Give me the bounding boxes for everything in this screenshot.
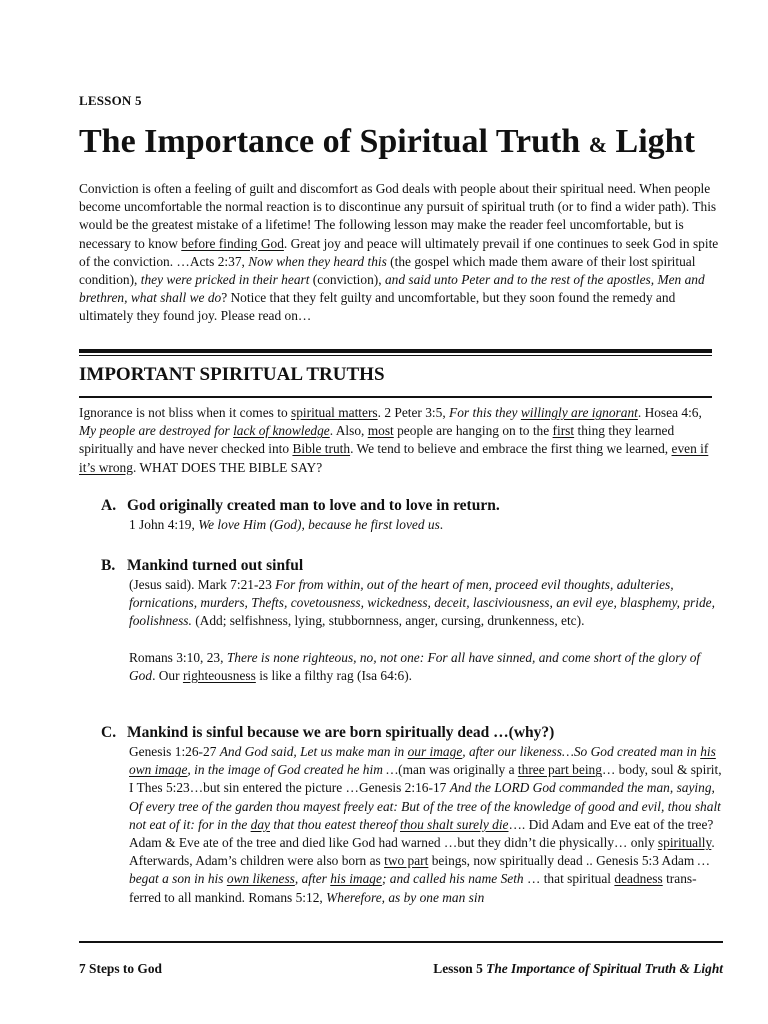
item-quote: …begat a son in his [129,853,710,887]
item-quote-underline: own likeness [226,871,295,887]
footer-lesson-name: The Importance of Spiritual Truth & Light [486,961,723,976]
footer-lesson-title [433,961,723,977]
item-body [129,743,723,907]
item-title: Mankind is sinful because we are born spiritually dead …(why?) [127,724,555,741]
intro-quote: and said unto Peter and to the rest of the apostles, Men and brethren, what shall we do [79,272,705,306]
truths-text: Ignorance is not bliss when it comes to [79,405,291,420]
item-quote: And the LORD God commanded the man, saying, Of every tree of the garden thou mayest freely eat: But of the tree of the knowledge of good and evil, thou shalt not eat of it: for in the [129,780,721,832]
item-title: Mankind turned out sinful [127,557,304,574]
item-quote: Wherefore, as by one man sin [326,889,485,905]
item-letter: C. [101,724,117,741]
section-divider [79,396,712,398]
truths-quote: For this they [449,405,521,420]
item-underline: righteousness [182,667,256,683]
item-underline: three part being [517,762,602,778]
item-underline: deadness [614,871,663,887]
item-heading [101,723,721,743]
item-text: … body, soul & spirit, I Thes 5:23…but sin entered the picture …Genesis 2:16-17 [129,762,722,796]
intro-underline: before finding God [181,235,284,251]
item-title: God originally created man to love and to love in return. [127,497,500,514]
truths-underline: Bible truth [292,441,351,457]
title-ampersand: & [588,132,608,157]
list-item-b [101,556,721,685]
intro-text: (the gospel which made them aware of their lost spiritual condition), [79,253,696,288]
truths-underline: first [552,423,575,439]
paragraph-gap [129,631,723,649]
truths-text: thing they learned spiritually and have never checked into [79,423,675,457]
intro-quote: they were pricked in their heart [140,272,310,288]
item-text: (Jesus said). Mark 7:21-23 [129,577,276,592]
item-quote: There is none righteous, no, not one: For all have sinned, and come short of the glory of God [129,649,701,683]
item-text: . [439,517,444,532]
item-body [129,576,723,685]
item-underline: spiritually [657,835,712,851]
item-heading [101,496,721,516]
intro-paragraph [79,180,719,326]
truths-text: . We tend to believe and embrace the first thing we learned, [350,441,672,457]
truths-text: . WHAT DOES THE BIBLE SAY? [132,459,323,475]
truths-underline: spiritual matters [290,405,378,420]
item-text: is like a filthy rag (Isa 64:6). [255,667,413,683]
item-text: 1 John 4:19, [129,517,199,532]
item-paragraph [129,743,723,907]
title-part-1: The Importance of Spiritual Truth [79,123,589,160]
truths-paragraph [79,404,719,477]
truths-quote-underline: lack of knowledge [233,423,330,439]
item-quote: We love Him (God), because he first loved us [198,517,440,532]
item-quote: that thou eatest thereof [269,816,401,832]
item-text: Genesis 1:26-27 [129,744,220,759]
truths-text: . Also, [329,423,368,439]
truths-underline: most [367,423,394,439]
intro-text: (conviction), [309,272,385,288]
truths-text: people are hanging on to the [393,423,553,439]
item-text: beings, now spiritually dead .. Genesis 5:3 Adam [428,853,698,869]
item-underline: two part [384,853,429,869]
item-paragraph [129,516,723,534]
item-heading [101,556,721,576]
truths-text: . Hosea 4:6, [637,405,702,420]
item-quote-underline: day [250,816,270,832]
truths-text: . 2 Peter 3:5, [377,405,450,420]
item-quote: ; and called his name Seth [381,871,524,887]
item-letter: A. [101,497,117,514]
item-text: trans-ferred to all mankind. Romans 5:12, [129,871,697,905]
lesson-label: LESSON 5 [79,93,142,108]
item-quote: , after [294,871,331,887]
section-heading: IMPORTANT SPIRITUAL TRUTHS [79,364,385,385]
item-quote-underline: our image [407,744,463,759]
item-text: . Afterwards, Adam’s children were also born as [129,835,715,869]
item-text: …. Did Adam and Eve eat of the tree? Adam & Eve ate of the tree and died like God had warned …but they didn’t die physically… only [129,816,714,851]
item-body [129,516,723,534]
item-quote-underline: thou shalt surely die [400,816,509,832]
footer-book-title: 7 Steps to God [79,961,162,976]
item-paragraph [129,576,723,631]
intro-text: Conviction is often a feeling of guilt and discomfort as God deals with people about their spiritual need. When people become uncomfortable the normal reaction is to discontinue any pursuit of spiritual truth (or to find a wider path). This would be the greatest mistake of a lifetime! The following lesson may make the reader feel uncomfortable, but is necessary to know [79,181,717,251]
item-quote: And God said, Let us make man in [219,744,408,759]
divider-thin-line [79,355,712,356]
section-divider-double [79,349,712,356]
divider-thick-line [79,349,712,353]
item-text: Romans 3:10, 23, [129,649,227,665]
item-letter: B. [101,557,116,574]
intro-text: ? Notice that they felt guilty and uncomfortable, but they soon found the remedy and ultimately they found joy. Please read on… [79,290,676,324]
item-quote: , in the image of God created he him … [187,762,399,778]
item-quote: , after our likeness…So God created man in [462,744,701,759]
footer-divider [79,941,723,943]
list-item-a [101,496,721,534]
truths-quote: My people are destroyed for [79,423,234,439]
footer-lesson-number: Lesson 5 [433,961,487,976]
item-quote-underline: his own image [129,744,716,778]
item-text: (man was originally a [398,762,518,778]
intro-quote: Now when they heard this [248,253,387,269]
list-item-c [101,723,721,907]
page-title [79,122,695,165]
item-quote-underline: his image [330,871,382,887]
item-text: . Our [152,667,183,683]
truths-underline: even if it’s wrong [79,441,709,475]
item-text: … that spiritual [523,871,615,887]
intro-text: . Great joy and peace will ultimately prevail if one continues to seek God in spite of the conviction. …Acts 2:37, [79,235,719,269]
item-text: (Add; selfishness, lying, stubbornness, anger, cursing, drunkenness, etc). [191,613,585,629]
truths-quote-underline: willingly are ignorant [520,405,638,420]
title-part-2: Light [607,123,695,160]
item-paragraph [129,649,723,685]
item-quote: For from within, out of the heart of men, proceed evil thoughts, adulteries, fornications, murders, Thefts, covetousness, wickedness, deceit, lasciviousness, an evil eye, blasphemy, pride, foolishness. [129,577,715,629]
